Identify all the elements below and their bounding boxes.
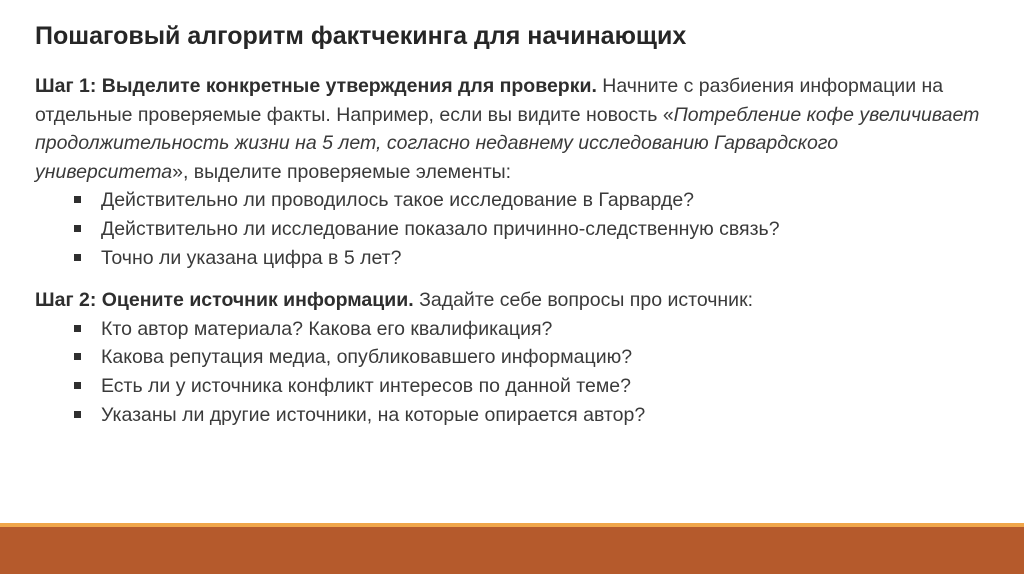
step1-bullet-list [35, 186, 995, 272]
bullet-square-icon [74, 353, 81, 360]
list-item [35, 215, 995, 244]
step2-bullet-list [35, 315, 995, 429]
step1-text-outro: », выделите проверяемые элементы: [172, 160, 512, 183]
step1-text-intro: Начните с разбиения информации на отдельные проверяемые факты. Например, если вы видите новость « [35, 75, 944, 126]
step1-quote: Потребление кофе увеличивает продолжительность жизни на 5 лет, согласно недавнему исследованию Гарвардского университета [35, 103, 980, 183]
step1-label: Шаг 1: Выделите конкретные утверждения для проверки. [35, 75, 597, 97]
list-item [35, 343, 995, 372]
bullet-square-icon [74, 411, 81, 418]
slide-title: Пошаговый алгоритм фактчекинга для начинающих [35, 22, 687, 50]
bullet-square-icon [74, 382, 81, 389]
bullet-text: Точно ли указана цифра в 5 лет? [101, 246, 402, 269]
bullet-text: Кто автор материала? Какова его квалификация? [101, 317, 553, 340]
bullet-text: Действительно ли исследование показало причинно-следственную связь? [101, 217, 780, 240]
bullet-text: Какова репутация медиа, опубликовавшего информацию? [101, 346, 633, 369]
list-item [35, 244, 995, 273]
list-item [35, 186, 995, 215]
slide-body [35, 72, 995, 429]
step1-paragraph [35, 72, 995, 186]
footer-bar [0, 527, 1024, 574]
bullet-text: Есть ли у источника конфликт интересов по данной теме? [101, 374, 631, 397]
list-item [35, 401, 995, 430]
bullet-square-icon [74, 196, 81, 203]
list-item [35, 315, 995, 344]
bullet-square-icon [74, 225, 81, 232]
bullet-text: Указаны ли другие источники, на которые опирается автор? [101, 403, 646, 426]
bullet-square-icon [74, 254, 81, 261]
step2-text: Задайте себе вопросы про источник: [413, 289, 754, 312]
list-item [35, 372, 995, 401]
step2-paragraph [35, 286, 995, 315]
bullet-square-icon [74, 325, 81, 332]
step2-label: Шаг 2: Оцените источник информации. [35, 289, 414, 312]
bullet-text: Действительно ли проводилось такое исследование в Гарварде? [101, 189, 695, 212]
